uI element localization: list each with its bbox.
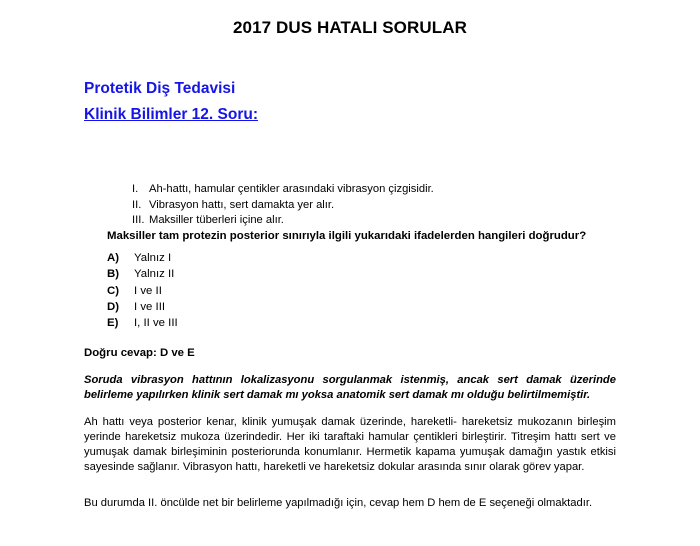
statement-text: Ah-hattı, hamular çentikler arasındaki vibrasyon çizgisidir. [149, 183, 434, 195]
explanation-paragraph: Ah hattı veya posterior kenar, klinik yumuşak damak üzerinde, hareketli- hareketsiz mukozanın birleşim yerinde hareketsiz mukoza üzerindedir. Her iki taraftaki hamular çentikleri birleştirir. Titreşim hattı sert ve yumuşak damak birleşiminin posteriorunda konumlanır. Hermetik kapama yumuşak damağın yastık etkisi sayesinde sağlanır. Vibrasyon hattı, hareketli ve hareketsiz dokular arasında sınır olarak görev yapar. [84, 416, 616, 473]
question-text: Maksiller tam protezin posterior sınırıyla ilgili yukarıdaki ifadelerden hangileri doğrudur? [107, 230, 587, 242]
statement-list [132, 182, 434, 229]
page-title: 2017 DUS HATALI SORULAR [232, 18, 468, 37]
question-reference-link[interactable]: Klinik Bilimler 12. Soru: [84, 106, 258, 123]
statement-item [132, 182, 434, 198]
option-text: Yalnız II [134, 268, 175, 281]
statement-number: I. [132, 183, 139, 195]
option-item [107, 283, 178, 299]
option-text: I ve III [134, 301, 166, 314]
option-letter: A) [107, 252, 120, 265]
statement-text: Vibrasyon hattı, sert damakta yer alır. [149, 198, 335, 211]
conclusion-paragraph: Bu durumda II. öncülde net bir belirleme yapılmadığı için, cevap hem D hem de E seçeneği olmaktadır. [84, 497, 593, 509]
option-item [107, 250, 178, 266]
option-item [107, 266, 178, 282]
statement-number: III. [132, 214, 145, 226]
statement-number: II. [132, 198, 142, 211]
option-item [107, 299, 178, 315]
intro-paragraph: Soruda vibrasyon hattının lokalizasyonu sorgulanmak istenmiş, ancak sert damak üzerinde belirleme yapılırken klinik sert damak mı yoksa anatomik sert damak mı olduğu belirtilmemiştir. [84, 374, 616, 401]
option-letter: D) [107, 301, 120, 314]
statement-item [132, 198, 434, 214]
statement-item [132, 213, 434, 229]
section-title: Protetik Diş Tedavisi [84, 80, 236, 97]
option-item [107, 315, 178, 331]
correct-answer: Doğru cevap: D ve E [84, 347, 195, 359]
option-letter: C) [107, 284, 120, 297]
option-letter: E) [107, 317, 119, 330]
option-text: Yalnız I [134, 252, 172, 265]
answer-options [107, 250, 178, 331]
statement-text: Maksiller tüberleri içine alır. [149, 214, 284, 226]
option-text: I, II ve III [134, 317, 178, 330]
option-letter: B) [107, 268, 120, 281]
option-text: I ve II [134, 284, 162, 297]
